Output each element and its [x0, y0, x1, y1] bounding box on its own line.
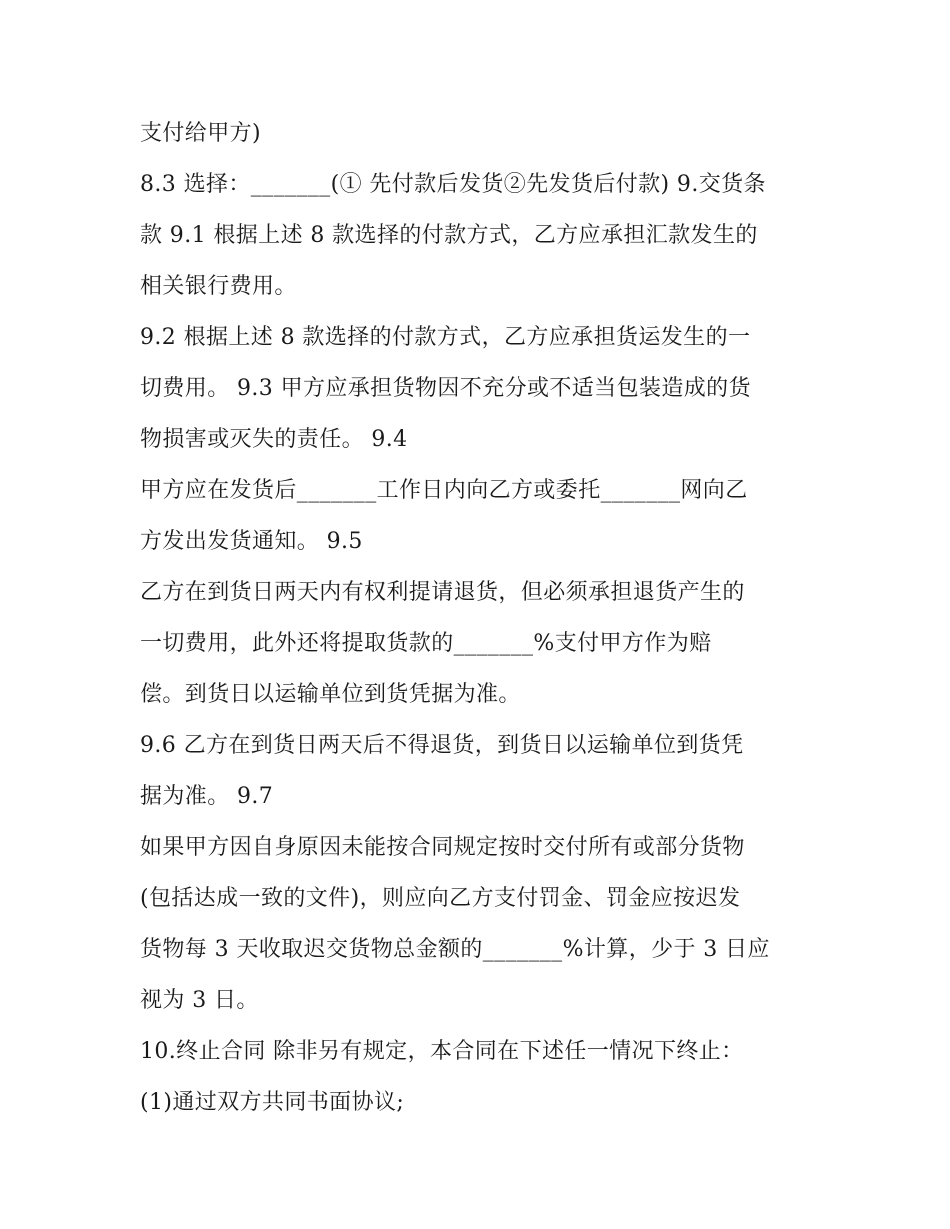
text-line: 一切费用，此外还将提取货款的_______%支付甲方作为赔 — [140, 631, 712, 656]
text-line: 支付给甲方) — [140, 121, 261, 146]
text-line: 视为 3 日。 — [140, 988, 259, 1013]
text-line: 款 9.1 根据上述 8 款选择的付款方式，乙方应承担汇款发生的 — [140, 223, 758, 248]
text-line: 货物每 3 天收取迟交货物总金额的_______%计算，少于 3 日应 — [140, 937, 770, 962]
text-line: 物损害或灭失的责任。 9.4 — [140, 427, 408, 452]
text-line: 切费用。 9.3 甲方应承担货物因不充分或不适当包装造成的货 — [140, 376, 751, 401]
text-line: 9.6 乙方在到货日两天后不得退货，到货日以运输单位到货凭 — [140, 733, 744, 758]
text-line: 偿。到货日以运输单位到货凭据为准。 — [140, 682, 521, 707]
text-line: 方发出发货通知。 9.5 — [140, 529, 363, 554]
text-line: 10.终止合同 除非另有规定，本合同在下述任一情况下终止： — [140, 1039, 744, 1064]
text-line: 9.2 根据上述 8 款选择的付款方式，乙方应承担货运发生的一 — [140, 325, 751, 350]
text-line: (包括达成一致的文件)，则应向乙方支付罚金、罚金应按迟发 — [140, 886, 741, 911]
text-line: 乙方在到货日两天内有权利提请退货，但必须承担退货产生的 — [140, 580, 745, 605]
text-line: 如果甲方因自身原因未能按合同规定按时交付所有或部分货物 — [140, 835, 745, 860]
text-line: 据为准。 9.7 — [140, 784, 274, 809]
text-line: 相关银行费用。 — [140, 274, 297, 299]
document-body — [140, 108, 830, 1128]
text-line: (1)通过双方共同书面协议; — [140, 1090, 405, 1115]
text-line: 8.3 选择：_______(① 先付款后发货②先发货后付款) 9.交货条 — [140, 172, 766, 197]
text-line: 甲方应在发货后_______工作日内向乙方或委托_______网向乙 — [140, 478, 748, 503]
